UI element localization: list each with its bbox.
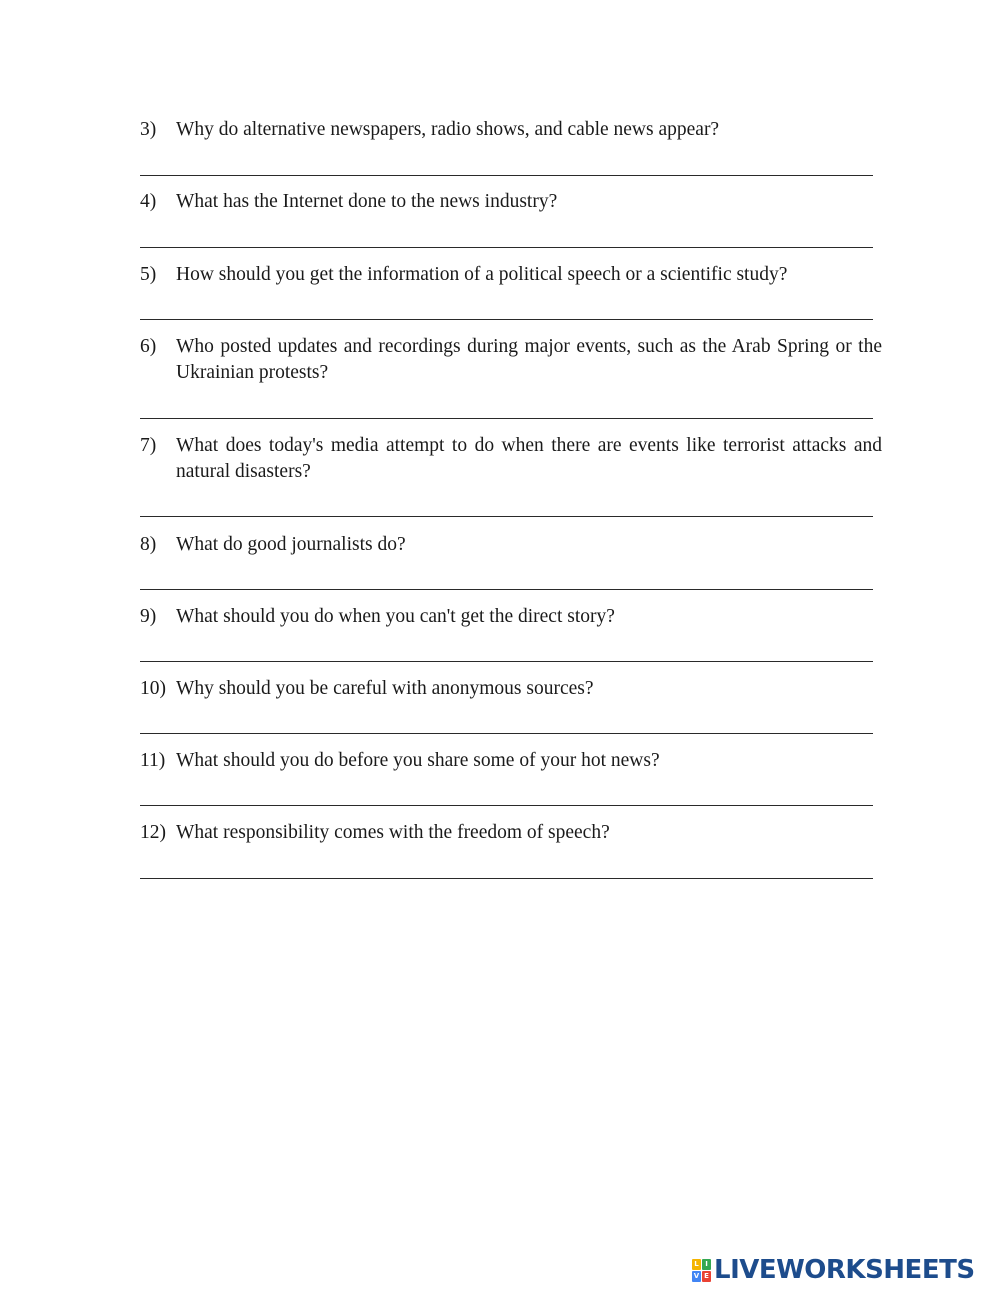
question-number: 10) bbox=[140, 678, 166, 699]
question-text: Why do alternative newspapers, radio shows, and cable news appear? bbox=[176, 119, 720, 140]
question-4 bbox=[140, 189, 882, 215]
question-text: Who posted updates and recordings during major events, such as the Arab Spring or the Ukrainian protests? bbox=[176, 336, 882, 383]
question-number: 7) bbox=[140, 435, 157, 456]
question-5 bbox=[140, 262, 882, 288]
question-8 bbox=[140, 532, 882, 558]
question-number: 12) bbox=[140, 822, 166, 843]
answer-line-10[interactable] bbox=[140, 733, 873, 734]
question-text: Why should you be careful with anonymous sources? bbox=[176, 678, 594, 699]
question-number: 8) bbox=[140, 534, 157, 555]
question-3 bbox=[140, 117, 882, 143]
logo-wordmark: LIVEWORKSHEETS bbox=[714, 1255, 975, 1285]
question-12 bbox=[140, 820, 882, 846]
answer-line-9[interactable] bbox=[140, 661, 873, 662]
answer-line-12[interactable] bbox=[140, 878, 873, 879]
logo-mark-icon bbox=[692, 1259, 711, 1282]
question-number: 11) bbox=[140, 750, 166, 771]
answer-line-8[interactable] bbox=[140, 589, 873, 590]
question-text: What does today's media attempt to do when there are events like terrorist attacks and natural disasters? bbox=[176, 435, 882, 482]
answer-line-6[interactable] bbox=[140, 418, 873, 419]
logo-mark-letter: E bbox=[702, 1271, 711, 1282]
question-number: 6) bbox=[140, 336, 157, 357]
question-number: 4) bbox=[140, 191, 157, 212]
question-6 bbox=[140, 334, 882, 386]
answer-line-5[interactable] bbox=[140, 319, 873, 320]
question-text: What should you do when you can't get the direct story? bbox=[176, 606, 615, 627]
question-11 bbox=[140, 748, 882, 774]
question-number: 9) bbox=[140, 606, 157, 627]
answer-line-7[interactable] bbox=[140, 516, 873, 517]
question-text: What do good journalists do? bbox=[176, 534, 406, 555]
question-number: 5) bbox=[140, 264, 157, 285]
question-text: What should you do before you share some of your hot news? bbox=[176, 750, 660, 771]
question-10 bbox=[140, 676, 882, 702]
question-text: What responsibility comes with the freedom of speech? bbox=[176, 822, 610, 843]
question-7 bbox=[140, 433, 882, 485]
answer-line-4[interactable] bbox=[140, 247, 873, 248]
answer-line-3[interactable] bbox=[140, 175, 873, 176]
question-9 bbox=[140, 604, 882, 630]
logo-mark-letter: V bbox=[693, 1271, 700, 1280]
question-text: What has the Internet done to the news industry? bbox=[176, 191, 558, 212]
logo-mark-letter: L bbox=[692, 1259, 701, 1270]
question-text: How should you get the information of a political speech or a scientific study? bbox=[176, 264, 788, 285]
logo-mark-letter: I bbox=[702, 1259, 711, 1270]
answer-line-11[interactable] bbox=[140, 805, 873, 806]
liveworksheets-logo[interactable] bbox=[692, 1256, 975, 1284]
question-number: 3) bbox=[140, 119, 157, 140]
